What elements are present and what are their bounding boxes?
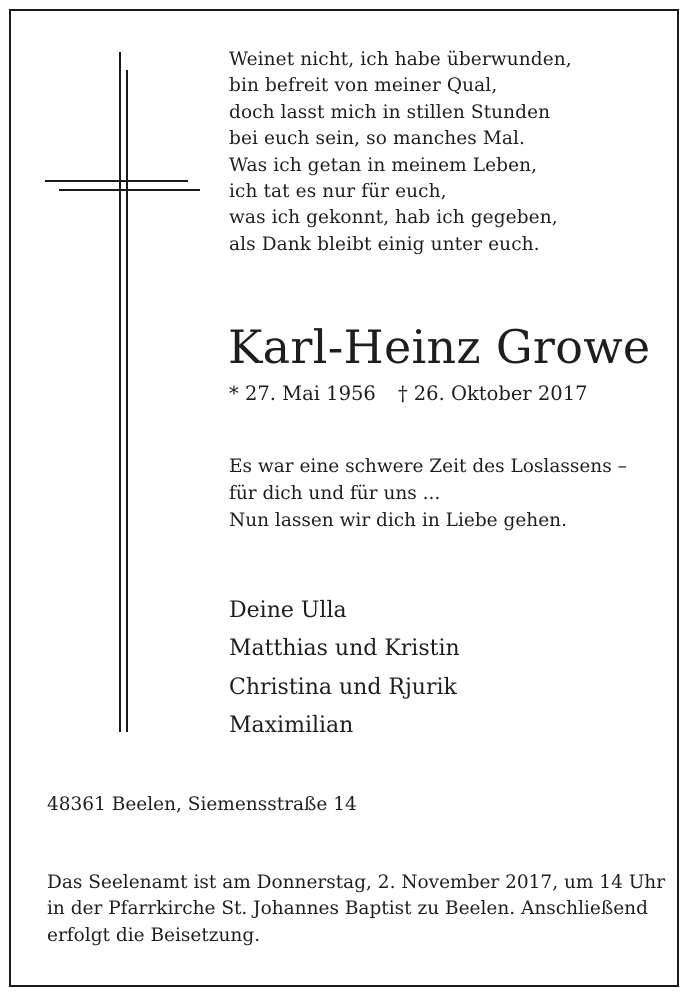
verse-line: für dich und für uns ... (229, 483, 441, 505)
service-line: Das Seelenamt ist am Donnerstag, 2. November 2017, um 14 Uhr (47, 872, 666, 893)
mourner-name: Matthias und Kristin (229, 636, 460, 662)
service-line: erfolgt die Beisetzung. (47, 924, 261, 946)
poem-line: doch lasst mich in stillen Stunden (229, 101, 551, 123)
poem-line: Was ich getan in meinem Leben, (229, 154, 538, 176)
family-address: 48361 Beelen, Siemensstraße 14 (47, 794, 357, 815)
mourner-name: Deine Ulla (229, 598, 347, 623)
poem-line: bei euch sein, so manches Mal. (229, 128, 526, 150)
life-dates (229, 381, 588, 407)
deceased-name: Karl-Heinz Growe (228, 320, 651, 374)
poem-line: Weinet nicht, ich habe überwunden, (229, 49, 572, 70)
birth-date: * 27. Mai 1956 (229, 382, 376, 405)
poem-line: was ich gekonnt, hab ich gegeben, (229, 207, 558, 229)
mourner-name: Christina und Rjurik (229, 674, 457, 700)
poem-line: bin befreit von meiner Qual, (229, 75, 498, 97)
verse-line: Es war eine schwere Zeit des Loslassens – (229, 456, 627, 477)
service-line: in der Pfarrkirche St. Johannes Baptist zu Beelen. Anschließend (47, 898, 648, 920)
poem-line: als Dank bleibt einig unter euch. (229, 233, 540, 255)
poem (229, 47, 572, 258)
verse-line: Nun lassen wir dich in Liebe gehen. (229, 510, 567, 532)
funeral-service-info (47, 870, 665, 949)
death-date: † 26. Oktober 2017 (397, 382, 588, 405)
farewell-verse (229, 453, 627, 535)
mourner-name: Maximilian (229, 713, 354, 739)
poem-line: ich tat es nur für euch, (229, 181, 447, 203)
mourners-list (229, 592, 460, 746)
